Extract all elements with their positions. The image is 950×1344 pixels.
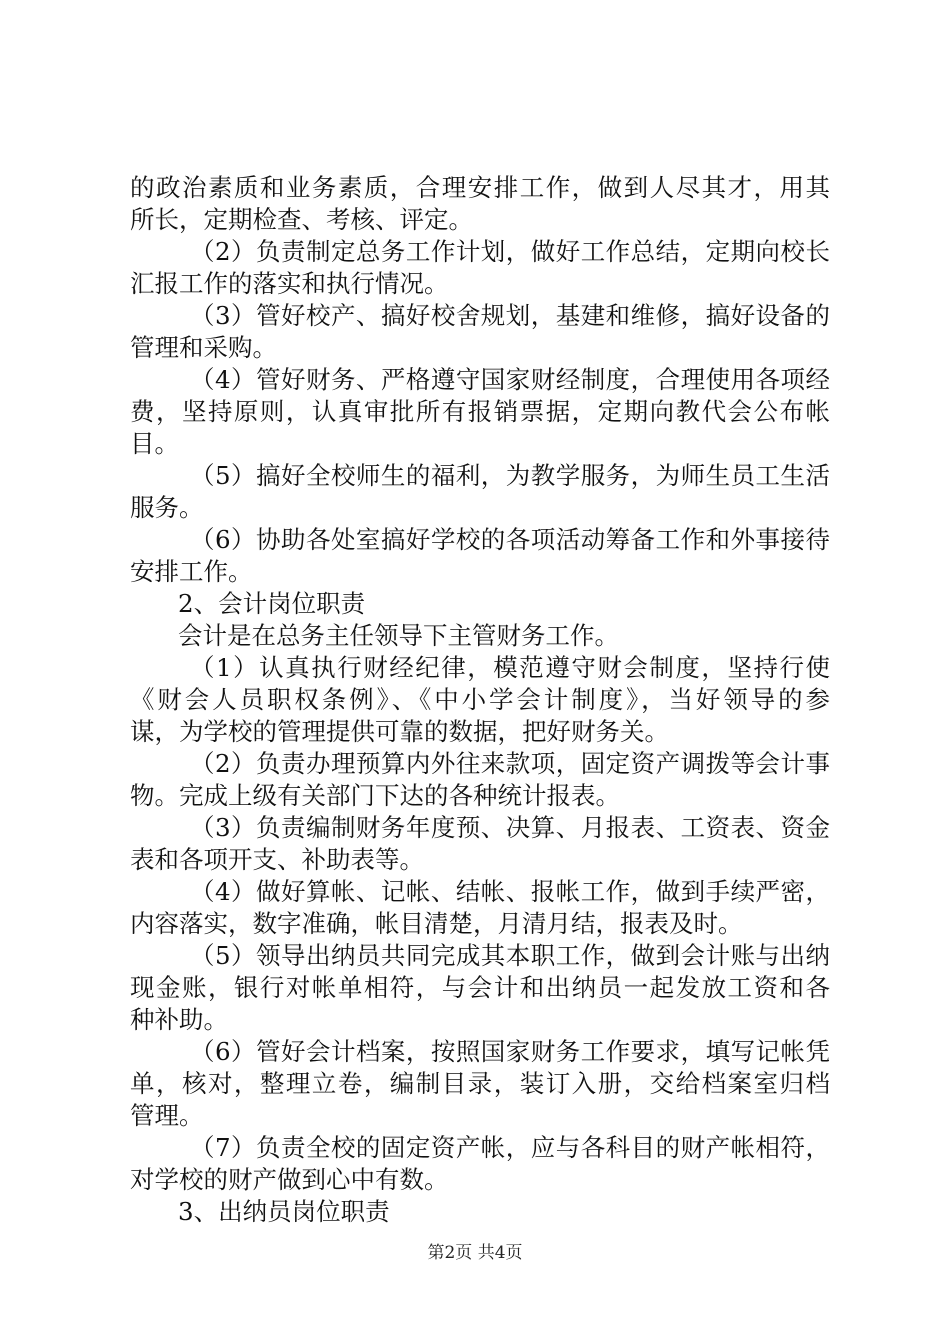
text-line: （3）管好校产、搞好校舍规划，基建和维修，搞好设备的 [190,301,830,330]
text-line: 管理和采购。 [130,333,277,362]
text-line: 内容落实，数字准确，帐目清楚，月清月结，报表及时。 [130,909,743,938]
text-line: （2）负责制定总务工作计划，做好工作总结，定期向校长 [190,237,830,266]
text-line: （4）管好财务、严格遵守国家财经制度，合理使用各项经 [190,365,830,394]
text-line: 的政治素质和业务素质，合理安排工作，做到人尽其才，用其 [130,173,830,202]
text-line: （5）搞好全校师生的福利，为教学服务，为师生员工生活 [190,461,830,490]
text-line: （4）做好算帐、记帐、结帐、报帐工作，做到手续严密， [190,877,830,906]
text-line: （2）负责办理预算内外往来款项，固定资产调拨等会计事 [190,749,830,778]
text-line: 谋，为学校的管理提供可靠的数据，把好财务关。 [130,717,669,746]
text-line: 表和各项开支、补助表等。 [130,845,424,874]
text-line: 所长，定期检查、考核、评定。 [130,205,473,234]
section-heading: 3、出纳员岗位职责 [178,1197,390,1226]
page-number: 第2页 共4页 [427,1243,523,1263]
text-line: 服务。 [130,493,204,522]
text-line: （6）协助各处室搞好学校的各项活动筹备工作和外事接待 [190,525,830,554]
text-line: 安排工作。 [130,557,253,586]
page-footer [0,1242,950,1264]
text-line: 物。完成上级有关部门下达的各种统计报表。 [130,781,620,810]
section-heading: 2、会计岗位职责 [178,589,366,618]
text-line: 管理。 [130,1101,204,1130]
text-line: 《财会人员职权条例》、《中小学会计制度》，当好领导的参 [130,685,830,714]
text-line: 目。 [130,429,179,458]
text-line: （3）负责编制财务年度预、决算、月报表、工资表、资金 [190,813,830,842]
text-line: 单，核对，整理立卷，编制目录，装订入册，交给档案室归档 [130,1069,830,1098]
text-line: 汇报工作的落实和执行情况。 [130,269,449,298]
text-line: （6）管好会计档案，按照国家财务工作要求，填写记帐凭 [190,1037,830,1066]
text-line: 会计是在总务主任领导下主管财务工作。 [178,621,619,650]
text-line: （5）领导出纳员共同完成其本职工作，做到会计账与出纳 [190,941,830,970]
text-line: 现金账，银行对帐单相符，与会计和出纳员一起发放工资和各 [130,973,830,1002]
text-line: 费，坚持原则，认真审批所有报销票据，定期向教代会公布帐 [130,397,830,426]
text-line: 种补助。 [130,1005,228,1034]
text-line: （1）认真执行财经纪律，模范遵守财会制度，坚持行使 [190,653,830,682]
document-body [130,172,830,1228]
text-line: 对学校的财产做到心中有数。 [130,1165,449,1194]
text-line: （7）负责全校的固定资产帐，应与各科目的财产帐相符， [190,1133,830,1162]
